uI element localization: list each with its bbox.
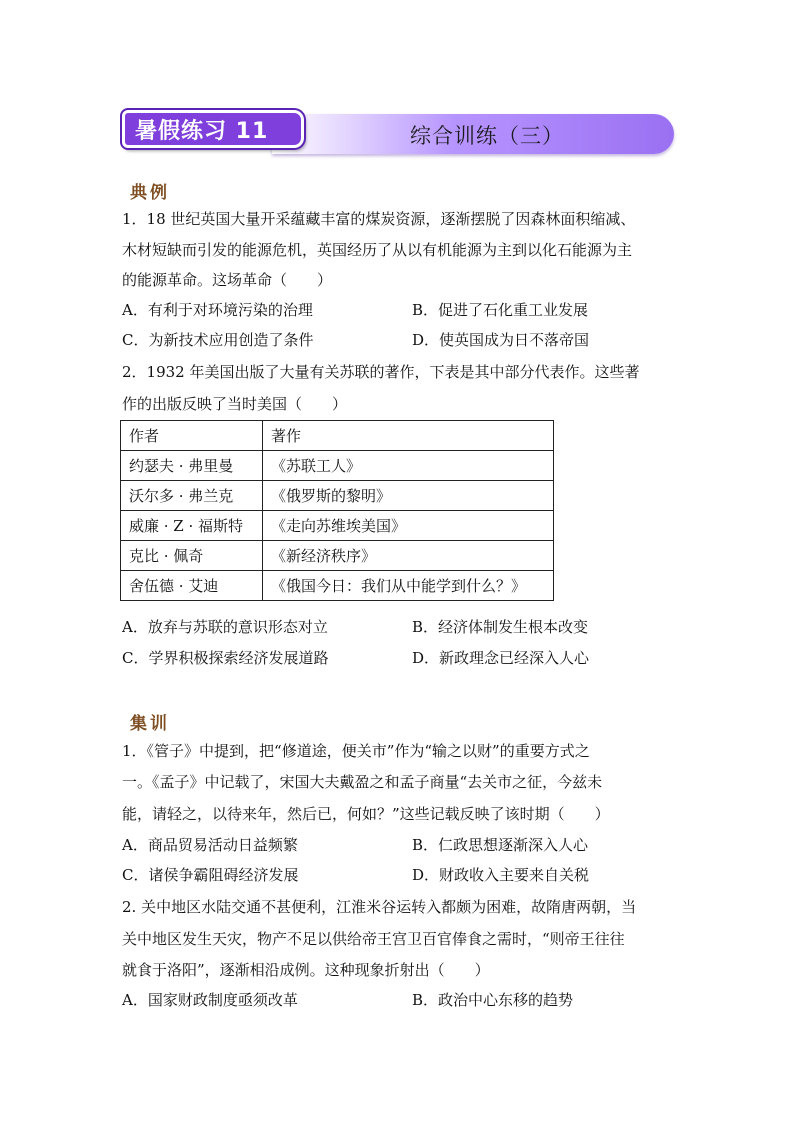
table-cell: 《走向苏维埃美国》 [263, 511, 554, 541]
question-text: 2. 关中地区水陆交通不甚便利，江淮米谷运转入都颇为困难，故隋唐两朝，当 [122, 898, 637, 916]
question-text: 1．《管子》中提到，把“修道途，便关市”作为“输之以财”的重要方式之 [122, 742, 590, 760]
option-d: D．新政理念已经深入人心 [412, 649, 590, 667]
question-text: 作的出版反映了当时美国（ ） [122, 395, 348, 413]
option-b: B．促进了石化重工业发展 [412, 301, 589, 319]
table-row [121, 511, 554, 541]
option-c: C．为新技术应用创造了条件 [122, 331, 314, 349]
table-cell: 沃尔多 · 弗兰克 [121, 481, 263, 511]
table-row [121, 451, 554, 481]
question-text: 木材短缺而引发的能源危机，英国经历了从以有机能源为主到以化石能源为主 [122, 241, 633, 259]
question-text: 关中地区发生天灾，物产不足以供给帝王宫卫百官俸食之需时，“则帝王往往 [122, 930, 625, 948]
option-d: D．使英国成为日不落帝国 [412, 331, 590, 349]
table-header-cell: 著作 [263, 421, 554, 451]
option-c: C．学界积极探索经济发展道路 [122, 649, 329, 667]
question-text: 一。《孟子》中记载了，宋国大夫戴盈之和孟子商量“去关市之征，今兹未 [122, 773, 603, 791]
option-b: B．经济体制发生根本改变 [412, 618, 589, 636]
table-cell: 《俄国今日：我们从中能学到什么？》 [263, 571, 554, 601]
table-cell: 约瑟夫 · 弗里曼 [121, 451, 263, 481]
table-row [121, 481, 554, 511]
option-b: B．仁政思想逐渐深入人心 [412, 836, 589, 854]
table-cell: 克比 · 佩奇 [121, 541, 263, 571]
question-text: 2．1932 年美国出版了大量有关苏联的著作，下表是其中部分代表作。这些著 [122, 363, 640, 381]
table-row [121, 541, 554, 571]
section-heading-training: 集训 [130, 714, 170, 734]
section-heading-examples: 典例 [130, 183, 170, 203]
option-a: A．有利于对环境污染的治理 [122, 301, 313, 319]
table-cell: 《苏联工人》 [263, 451, 554, 481]
question-text: 就食于洛阳”，逐渐相沿成例。这种现象折射出（ ） [122, 961, 490, 979]
table-cell: 《新经济秩序》 [263, 541, 554, 571]
table-row [121, 571, 554, 601]
header-banner [122, 110, 674, 156]
table-header-cell: 作者 [121, 421, 263, 451]
banner-title: 综合训练（三） [410, 124, 564, 148]
option-b: B．政治中心东移的趋势 [412, 991, 574, 1009]
option-a: A．商品贸易活动日益频繁 [122, 836, 298, 854]
option-c: C．诸侯争霸阻碍经济发展 [122, 866, 299, 884]
question-text: 1．18 世纪英国大量开采蕴藏丰富的煤炭资源，逐渐摆脱了因森林面积缩减、 [122, 210, 636, 228]
works-table [120, 420, 554, 601]
option-d: D．财政收入主要来自关税 [412, 866, 590, 884]
option-a: A．放弃与苏联的意识形态对立 [122, 618, 328, 636]
table-cell: 舍伍德 · 艾迪 [121, 571, 263, 601]
question-text: 的能源革命。这场革命（ ） [122, 271, 333, 289]
banner-label: 暑假练习 11 [122, 110, 304, 148]
option-a: A．国家财政制度亟须改革 [122, 991, 298, 1009]
table-header-row [121, 421, 554, 451]
table-cell: 《俄罗斯的黎明》 [263, 481, 554, 511]
table-cell: 威廉 · Z · 福斯特 [121, 511, 263, 541]
question-text: 能，请轻之，以待来年，然后已，何如？”这些记载反映了该时期（ ） [122, 805, 610, 823]
